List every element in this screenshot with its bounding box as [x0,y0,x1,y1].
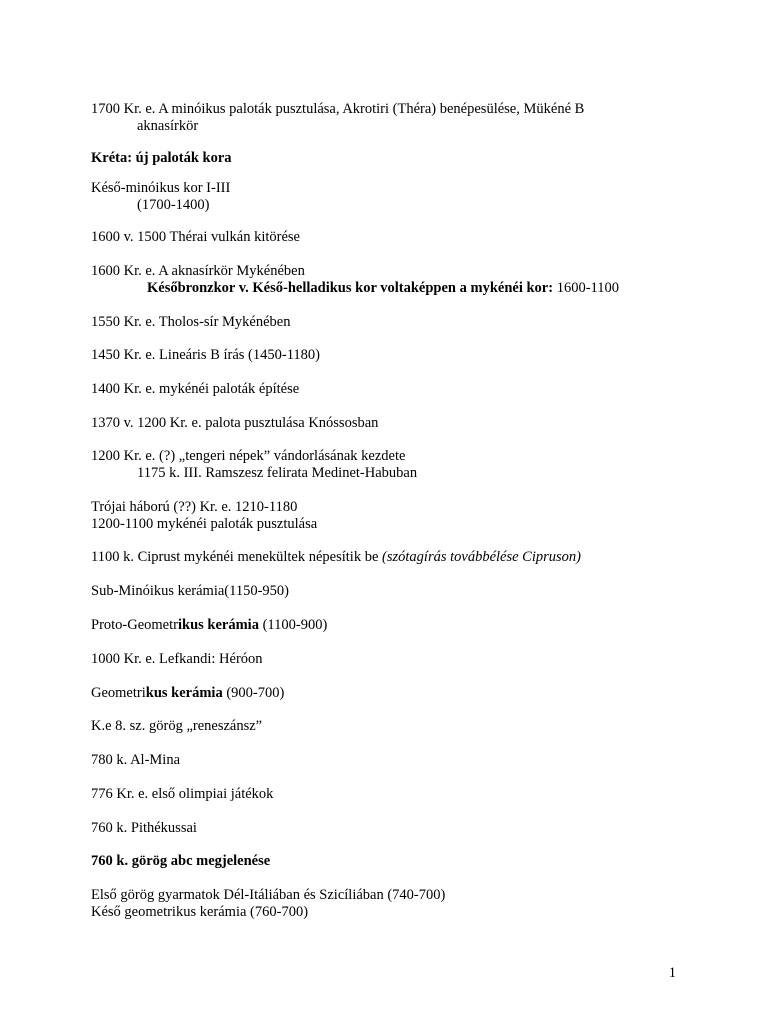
geometric-pre: Geometri [91,685,146,701]
entry-thera-eruption: 1600 v. 1500 Thérai vulkán kitörése [91,229,300,245]
cyprus-italic-note: (szótagírás továbbélése Cipruson) [382,549,581,565]
entry-linear-b: 1450 Kr. e. Lineáris B írás (1450-1180) [91,347,320,363]
page-number: 1 [668,965,676,981]
entry-1700-line1: 1700 Kr. e. A minóikus paloták pusztulása, Akrotiri (Théra) benépesülése, Mükéné B [91,101,585,117]
entry-trojan-war-line2: 1200-1100 mykénéi paloták pusztulása [91,516,318,532]
entry-trojan-war-line1: Trójai háború (??) Kr. e. 1210-1180 [91,499,298,515]
entry-pithekoussai: 760 k. Pithékussai [91,820,197,836]
cyprus-text: 1100 k. Ciprust mykénéi menekültek népesítik be [91,549,383,565]
entry-proto-geometric [91,617,327,634]
entry-lefkandi: 1000 Kr. e. Lefkandi: Héróon [91,651,263,667]
entry-knossos: 1370 v. 1200 Kr. e. palota pusztulása Knóssosban [91,415,379,431]
entry-tholos: 1550 Kr. e. Tholos-sír Mykénében [91,314,291,330]
late-bronze-age-label: Későbronzkor v. Késő-helladikus kor voltaképpen a mykénéi kor: [147,280,554,296]
entry-sub-minoan: Sub-Minóikus kerámia(1150-950) [91,583,290,599]
proto-geometric-pre: Proto-Geometr [91,617,178,633]
geometric-range: (900-700) [222,685,285,701]
entry-1600-line1: 1600 Kr. e. A aknasírkör Mykénében [91,263,305,279]
entry-keso-minoikus-line2: (1700-1400) [137,197,210,213]
heading-kreta: Kréta: új paloták kora [91,150,232,166]
entry-sea-peoples-line1: 1200 Kr. e. (?) „tengeri népek” vándorlásának kezdete [91,448,406,464]
entry-palaces-built: 1400 Kr. e. mykénéi paloták építése [91,381,300,397]
entry-sea-peoples-line2: 1175 k. III. Ramszesz felirata Medinet-Habuban [137,465,418,481]
entry-cyprus [91,549,581,566]
proto-geometric-bold: ikus kerámia [177,617,259,633]
entry-olympic-games: 776 Kr. e. első olimpiai játékok [91,786,274,802]
entry-colonies-line2: Késő geometrikus kerámia (760-700) [91,904,309,920]
entry-1600-line2 [147,280,619,297]
late-bronze-age-range: 1600-1100 [553,280,619,296]
entry-greek-alphabet: 760 k. görög abc megjelenése [91,853,271,869]
entry-colonies-line1: Első görög gyarmatok Dél-Itáliában és Szicíliában (740-700) [91,887,446,903]
entry-renaissance: K.e 8. sz. görög „reneszánsz” [91,718,263,734]
entry-geometric [91,685,284,702]
entry-1700-line2: aknasírkör [137,118,199,134]
entry-keso-minoikus-line1: Késő-minóikus kor I-III [91,180,231,196]
proto-geometric-range: (1100-900) [258,617,328,633]
geometric-bold: kus kerámia [145,685,223,701]
entry-al-mina: 780 k. Al-Mina [91,752,181,768]
